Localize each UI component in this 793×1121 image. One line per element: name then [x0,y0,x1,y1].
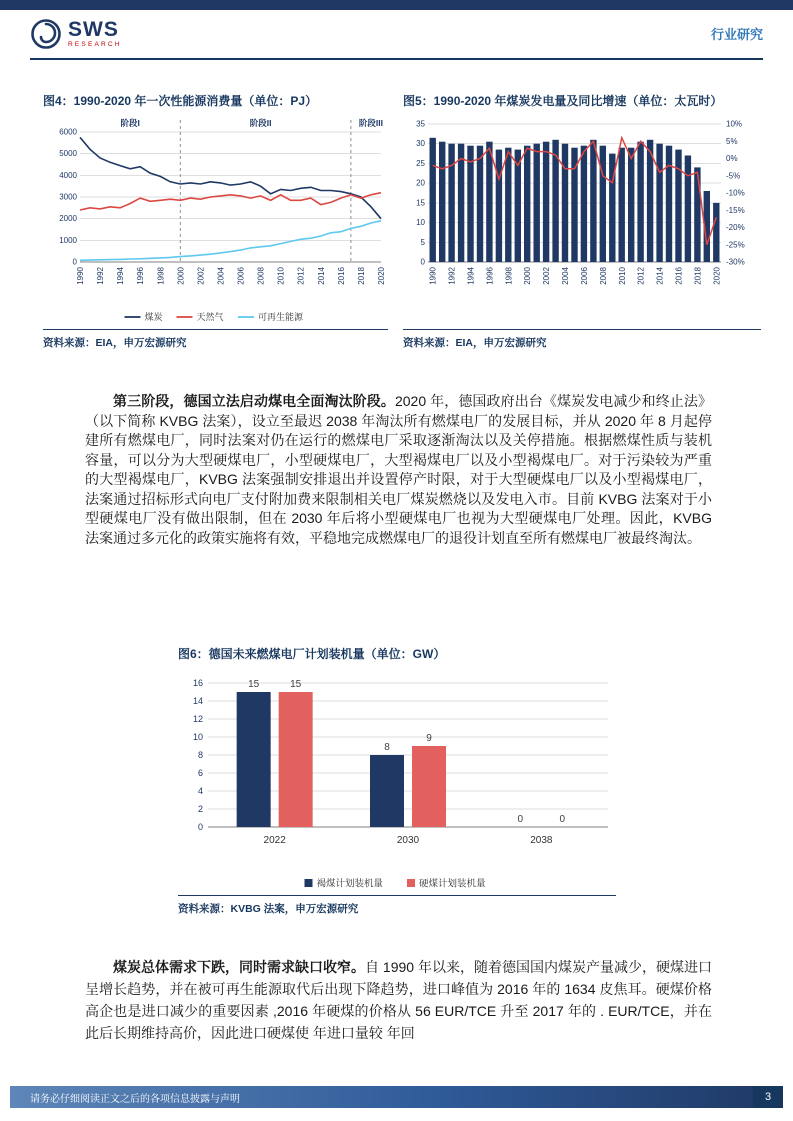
svg-text:2006: 2006 [579,267,589,285]
charts-row [43,92,761,350]
svg-text:2014: 2014 [316,267,326,285]
figure-4-line-chart [43,114,388,326]
svg-text:2012: 2012 [636,267,646,285]
figure-5-source: 资料来源：EIA，申万宏源研究 [403,329,761,350]
svg-text:1994: 1994 [116,267,126,285]
logo-text-block [68,19,122,49]
svg-text:6: 6 [197,768,203,778]
report-type-label: 行业研究 [710,27,763,42]
svg-text:2002: 2002 [542,267,552,285]
paragraph-2-text: 自 1990 年以来，随着德国国内煤炭产量减少，硬煤进口呈增长趋势，并在被可再生能源取代后出现下降趋势，进口峰值为 2016 年的 1634 皮焦耳。硬煤价格高企也是进口减少的重要因素 ,2016 年硬煤的价格从 56 EUR/TCE 升至 2017 年的 . EUR/TCE，并在此后长期维持高价，因此进口硬煤使 年进口量较 年回 [85,959,712,1041]
figure-5-bar-line-chart [403,114,761,326]
svg-text:5: 5 [420,237,425,247]
report-header [30,10,763,57]
svg-text:1998: 1998 [156,267,166,285]
svg-text:0%: 0% [726,154,738,163]
svg-text:5%: 5% [726,136,738,146]
logo-subtext: RESEARCH [68,40,122,48]
figure-4-source: 资料来源：EIA，申万宏源研究 [43,329,388,350]
logo-text: SWS [68,17,119,41]
svg-text:阶段I: 阶段I [120,118,140,128]
figure-4 [43,92,388,350]
svg-text:2030: 2030 [396,835,420,846]
svg-text:褐煤计划装机量: 褐煤计划装机量 [316,878,384,890]
svg-text:0: 0 [517,814,524,825]
svg-text:14: 14 [192,696,203,706]
paragraph-1 [85,392,712,548]
svg-text:0: 0 [559,814,566,825]
svg-text:0: 0 [72,257,77,267]
svg-text:煤炭: 煤炭 [144,312,163,322]
svg-text:15: 15 [290,679,302,690]
top-accent-bar [0,0,793,10]
svg-text:-25%: -25% [726,240,745,250]
svg-text:12: 12 [192,714,203,724]
paragraph-1-lead: 第三阶段，德国立法启动煤电全面淘汰阶段。 [113,393,395,409]
paragraph-2-lead: 煤炭总体需求下跌，同时需求缺口收窄。 [113,959,366,975]
svg-text:2014: 2014 [655,267,665,285]
svg-text:-5%: -5% [726,171,741,181]
svg-text:20: 20 [416,178,425,188]
svg-text:-10%: -10% [726,188,745,198]
figure-6-bar-chart [178,667,616,892]
svg-text:2004: 2004 [561,267,571,285]
svg-text:8: 8 [197,750,203,760]
svg-text:可再生能源: 可再生能源 [258,312,304,322]
svg-text:阶段III: 阶段III [358,118,384,128]
svg-text:2022: 2022 [263,835,286,846]
svg-text:-15%: -15% [726,205,745,215]
svg-text:8: 8 [384,742,390,753]
svg-text:2008: 2008 [598,267,608,285]
svg-text:2012: 2012 [296,267,306,285]
svg-text:2002: 2002 [196,267,206,285]
svg-text:10: 10 [416,218,425,228]
svg-text:16: 16 [192,678,203,688]
svg-text:2018: 2018 [693,267,703,285]
figure-5-title: 图5：1990-2020 年煤炭发电量及同比增速（单位：太瓦时） [403,94,723,108]
figure-6-source: 资料来源：KVBG 法案，申万宏源研究 [178,895,616,916]
page-footer [10,1086,783,1108]
svg-text:10%: 10% [726,119,743,129]
svg-text:2006: 2006 [236,267,246,285]
sws-logo [30,18,122,50]
svg-text:6000: 6000 [59,127,77,137]
svg-text:-20%: -20% [726,223,745,232]
svg-text:1992: 1992 [96,267,106,285]
svg-text:2010: 2010 [617,267,627,285]
svg-text:2000: 2000 [59,214,77,224]
svg-text:2000: 2000 [523,267,533,285]
svg-text:15: 15 [416,198,425,208]
sws-logo-icon [30,18,62,50]
svg-text:1000: 1000 [59,235,77,245]
page-number: 3 [753,1086,783,1108]
svg-text:25: 25 [416,158,425,168]
svg-text:1998: 1998 [504,267,514,285]
svg-text:-30%: -30% [726,257,745,267]
svg-text:1996: 1996 [136,267,146,285]
svg-text:2008: 2008 [256,267,266,285]
svg-text:0: 0 [420,257,425,267]
svg-text:2: 2 [197,804,203,814]
svg-text:1996: 1996 [485,267,495,285]
svg-text:2020: 2020 [377,267,386,285]
svg-text:3000: 3000 [59,192,77,202]
svg-text:1992: 1992 [447,267,457,285]
svg-text:1990: 1990 [428,267,438,285]
paragraph-1-text: 2020 年，德国政府出台《煤炭发电减少和终止法》（以下简称 KVBG 法案），设立至最迟 2038 年淘汰所有燃煤电厂的发展目标，并从 2020 年 8 月起停建所有燃煤电厂，同时法案对仍在运行的燃煤电厂采取逐渐淘汰以及关停措施。根据燃煤性质与装机容量，可以分为大型硬煤电厂，小型硬煤电厂，大型褐煤电厂以及小型褐煤电厂。对于污染较为严重的大型褐煤电厂，KVBG 法案强制安排退出并设置停产时限，对于大型硬煤电厂以及小型褐煤电厂，法案通过招标形式向电厂支付附加费来限制相关电厂煤炭燃烧以及发电入市。目前 KVBG 法案对于小型硬煤电厂没有做出限制，但在 2030 年后将小型硬煤电厂也视为大型硬煤电厂处理。因此，KVBG 法案通过多元化的政策实施将有效，平稳地完成燃煤电厂的退役计划直至所有燃煤电厂被最终淘汰。 [85,393,712,546]
svg-text:2038: 2038 [530,835,553,846]
svg-text:15: 15 [248,679,260,690]
svg-text:1990: 1990 [76,267,85,285]
svg-text:10: 10 [192,732,203,742]
svg-text:4: 4 [197,786,203,796]
header-divider [30,58,763,60]
svg-text:天然气: 天然气 [196,312,224,322]
svg-text:2004: 2004 [216,267,226,285]
svg-text:2010: 2010 [276,267,286,285]
svg-text:2016: 2016 [674,267,684,285]
svg-text:2020: 2020 [712,267,722,285]
svg-text:30: 30 [416,139,425,149]
paragraph-2 [85,956,712,1044]
svg-text:9: 9 [426,733,432,744]
svg-text:5000: 5000 [59,149,77,159]
svg-text:硬煤计划装机量: 硬煤计划装机量 [419,878,486,890]
figure-4-title: 图4：1990-2020 年一次性能源消费量（单位：PJ） [43,94,318,108]
svg-text:4000: 4000 [59,170,77,180]
svg-text:阶段II: 阶段II [249,118,272,128]
svg-text:2018: 2018 [356,267,366,285]
figure-6-title: 图6：德国未来燃煤电厂计划装机量（单位：GW） [178,647,446,661]
svg-text:2000: 2000 [176,267,186,285]
svg-text:35: 35 [416,119,425,129]
footer-disclaimer: 请务必仔细阅读正文之后的各项信息披露与声明 [30,1093,240,1105]
figure-5 [403,92,761,350]
figure-6 [178,645,616,916]
svg-text:1994: 1994 [466,267,476,285]
svg-text:0: 0 [197,822,203,832]
svg-text:2016: 2016 [336,267,346,285]
